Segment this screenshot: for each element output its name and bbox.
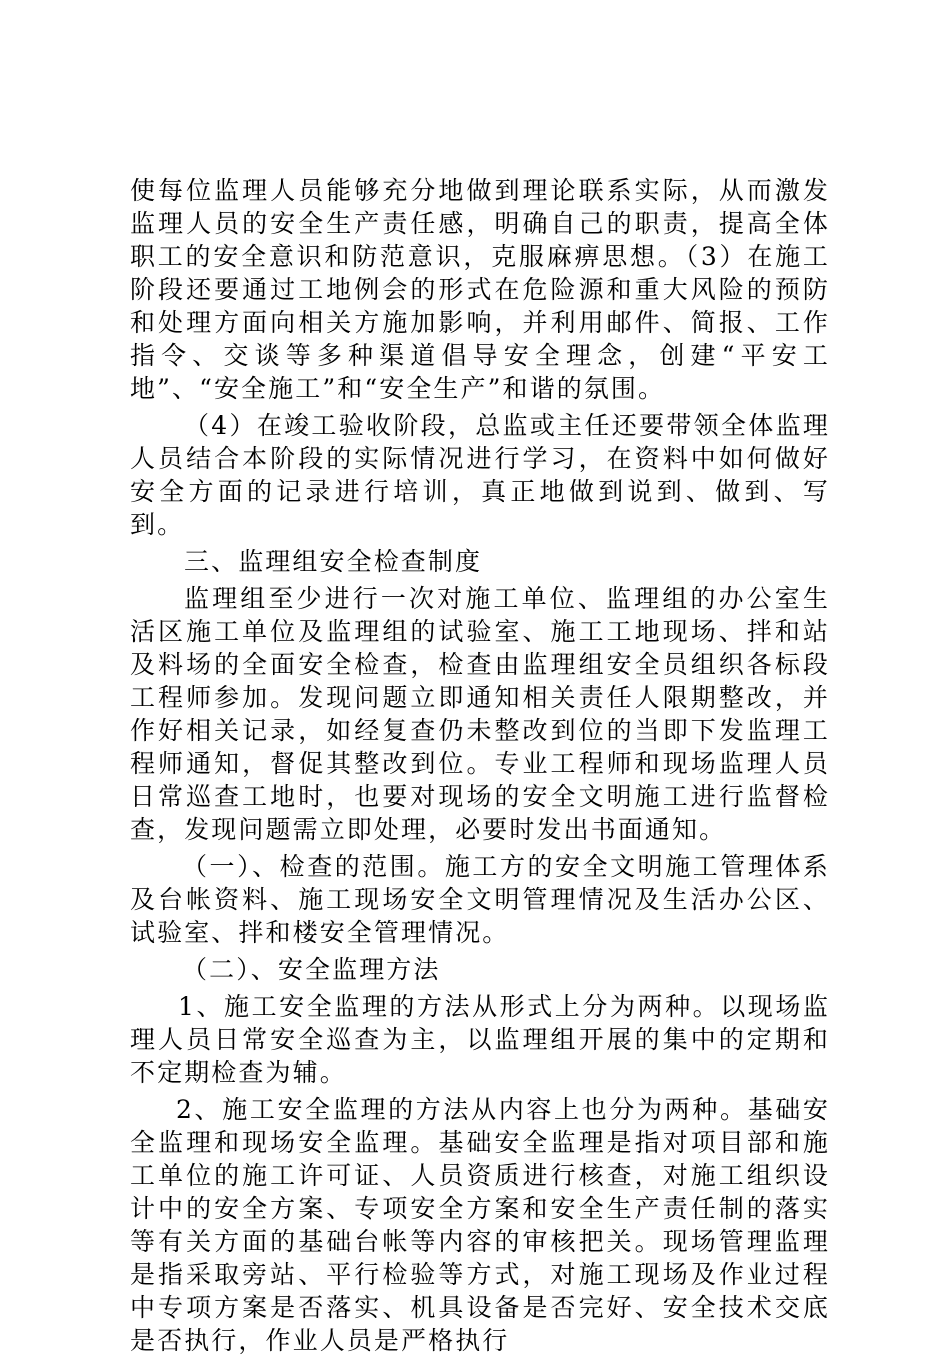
subheading-methods: （二）、安全监理方法 [182, 955, 441, 984]
section-heading-inspection: 三、监理组安全检查制度 [184, 547, 483, 576]
document-body [130, 174, 830, 1361]
paragraph-method-2: 2、施工安全监理的方法从内容上也分为两种。基础安全监理和现场安全监理。基础安全监理是指对项目部和施工单位的施工许可证、人员资质进行核查，对施工组织设计中的安全方案、专项安全方案和安全生产责任制的落实等有关方面的基础台帐等内容的审核把关。现场管理监理是指采取旁站、平行检验等方式，对施工现场及作业过程中专项方案是否落实、机具设备是否完好、安全技术交底是否执行，作业人员是严格执行 [130, 1095, 830, 1355]
paragraph-completion-stage: （4）在竣工验收阶段，总监或主任还要带领全体监理人员结合本阶段的实际情况进行学习，在资料中如何做好安全方面的记录进行培训，真正地做到说到、做到、写到。 [130, 411, 830, 539]
paragraph-continuation: 使每位监理人员能够充分地做到理论联系实际，从而激发监理人员的安全生产责任感，明确自己的职责，提高全体职工的安全意识和防范意识，克服麻痹思想。（3）在施工阶段还要通过工地例会的形式在危险源和重大风险的预防和处理方面向相关方施加影响，并利用邮件、简报、工作指令、交谈等多种渠道倡导安全理念，创建“平安工地”、“安全施工”和“安全生产”和谐的氛围。 [130, 176, 830, 403]
paragraph-scope: （一）、检查的范围。施工方的安全文明施工管理体系及台帐资料、施工现场安全文明管理情况及生活办公区、试验室、拌和楼安全管理情况。 [130, 852, 830, 947]
paragraph-method-1: 1、施工安全监理的方法从形式上分为两种。以现场监理人员日常安全巡查为主，以监理组开展的集中的定期和不定期检查为辅。 [130, 992, 830, 1087]
paragraph-inspection: 监理组至少进行一次对施工单位、监理组的办公室生活区施工单位及监理组的试验室、施工工地现场、拌和站及料场的全面安全检查，检查由监理组安全员组织各标段工程师参加。发现问题立即通知相关责任人限期整改，并作好相关记录，如经复查仍未整改到位的当即下发监理工程师通知，督促其整改到位。专业工程师和现场监理人员日常巡查工地时，也要对现场的安全文明施工进行监督检查，发现问题需立即处理，必要时发出书面通知。 [130, 584, 830, 844]
